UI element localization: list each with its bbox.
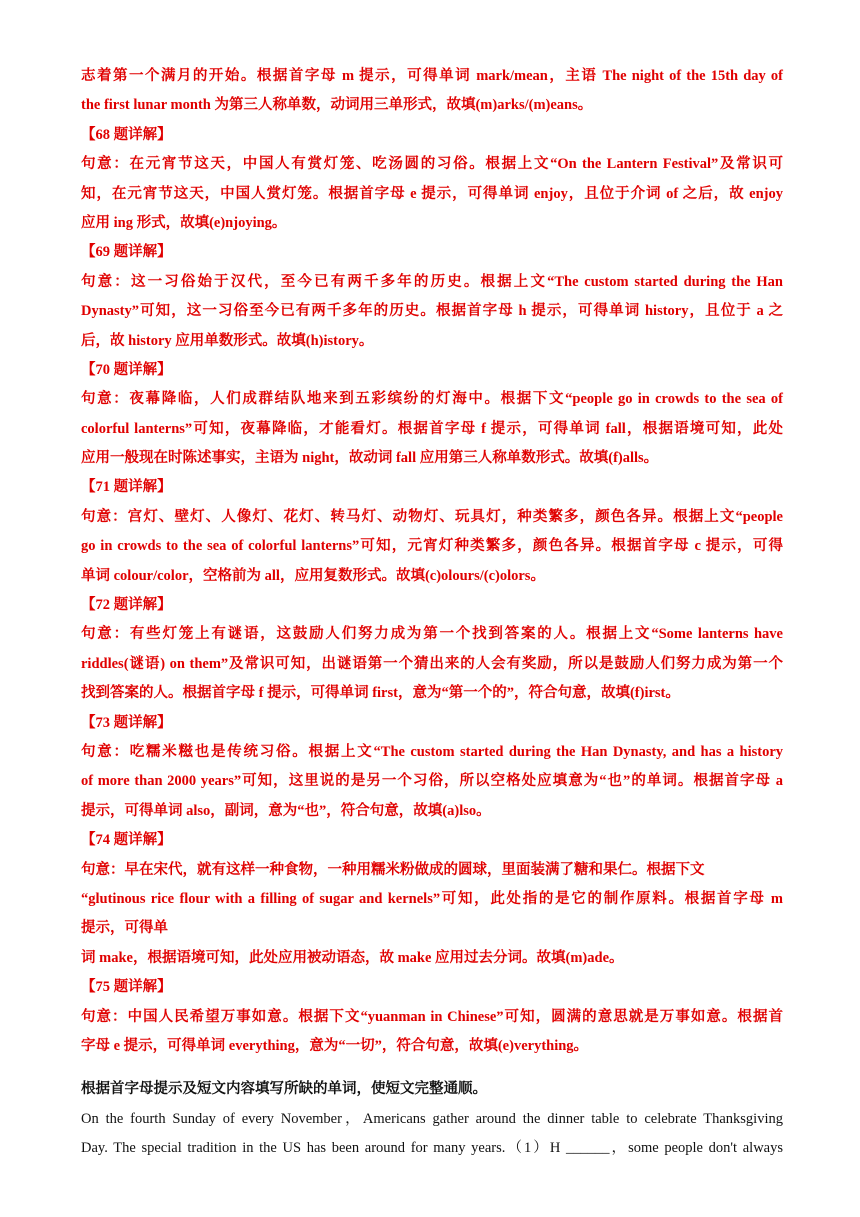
text-line: 词 make，根据语境可知，此处应用被动语态，故 make 应用过去分词。故填(m)ade。 — [81, 949, 624, 966]
section-heading-69: 【69 题详解】 — [81, 244, 172, 261]
section-heading-75: 【75 题详解】 — [81, 979, 172, 996]
cloze-text-line: Day. The special tradition in the US has been around for many years.（1）H ______，some people don't always — [81, 1140, 783, 1157]
text-line: 知，在元宵节这天，中国人赏灯笼。根据首字母 e 提示，可得单词 enjoy，且位于介词 of 之后，故 enjoy — [81, 185, 783, 202]
text-line: 找到答案的人。根据首字母 f 提示，可得单词 first，意为“第一个的”，符合句意，故填(f)irst。 — [81, 685, 680, 702]
text-line: 提示，可得单 — [81, 920, 168, 937]
text-line: Dynasty”可知，这一习俗至今已有两千多年的历史。根据首字母 h 提示，可得单词 history，且位于 a 之 — [81, 303, 783, 320]
text-line: colorful lanterns”可知，夜幕降临，才能看灯。根据首字母 f 提示，可得单词 fall，根据语境可知，此处 — [81, 420, 783, 437]
text-line: “glutinous rice flour with a filling of sugar and kernels”可知，此处指的是它的制作原料。根据首字母 m — [81, 890, 783, 907]
text-line: 应用 ing 形式，故填(e)njoying。 — [81, 214, 287, 231]
text-line: 句意：在元宵节这天，中国人有赏灯笼、吃汤圆的习俗。根据上文“On the Lantern Festival”及常识可 — [81, 156, 783, 173]
text-line: 句意：夜幕降临，人们成群结队地来到五彩缤纷的灯海中。根据下文“people go in crowds to the sea of — [81, 391, 783, 408]
cloze-section — [81, 1075, 783, 1163]
text-line: 句意：有些灯笼上有谜语，这鼓励人们努力成为第一个找到答案的人。根据上文“Some lanterns have — [81, 626, 783, 643]
section-heading-70: 【70 题详解】 — [81, 361, 172, 378]
section-gap — [81, 1061, 783, 1075]
text-line: 句意：这一习俗始于汉代，至今已有两千多年的历史。根据上文“The custom started during the Han — [81, 273, 783, 290]
text-line: riddles(谜语) on them”及常识可知，出谜语第一个猜出来的人会有奖励，所以是鼓励人们努力成为第一个 — [81, 655, 783, 672]
text-line: 后，故 history 应用单数形式。故填(h)istory。 — [81, 332, 374, 349]
text-line: of more than 2000 years”可知，这里说的是另一个习俗，所以空格处应填意为“也”的单词。根据首字母 a — [81, 773, 783, 790]
text-line: 字母 e 提示，可得单词 everything，意为“一切”，符合句意，故填(e)verything。 — [81, 1037, 589, 1054]
cloze-instruction: 根据首字母提示及短文内容填写所缺的单词，使短文完整通顺。 — [81, 1081, 487, 1098]
document-page — [81, 62, 783, 1163]
section-heading-71: 【71 题详解】 — [81, 479, 172, 496]
text-line: 应用一般现在时陈述事实，主语为 night，故动词 fall 应用第三人称单数形式。故填(f)alls。 — [81, 450, 659, 467]
section-heading-72: 【72 题详解】 — [81, 597, 172, 614]
text-line: 句意：宫灯、壁灯、人像灯、花灯、转马灯、动物灯、玩具灯，种类繁多，颜色各异。根据上文“people — [81, 508, 783, 525]
section-heading-73: 【73 题详解】 — [81, 714, 172, 731]
answer-explanations — [81, 62, 783, 1061]
section-heading-74: 【74 题详解】 — [81, 832, 172, 849]
cloze-text-line: On the fourth Sunday of every November，Americans gather around the dinner table to celebrate Thanksgiving — [81, 1110, 783, 1127]
text-line: 句意：吃糯米糍也是传统习俗。根据上文“The custom started during the Han Dynasty, and has a history — [81, 743, 783, 760]
text-line: the first lunar month 为第三人称单数，动词用三单形式，故填(m)arks/(m)eans。 — [81, 97, 593, 114]
text-line: go in crowds to the sea of colorful lanterns”可知，元宵灯种类繁多，颜色各异。根据首字母 c 提示，可得 — [81, 538, 783, 555]
text-line: 志着第一个满月的开始。根据首字母 m 提示，可得单词 mark/mean，主语 The night of the 15th day of — [81, 68, 783, 84]
section-heading-68: 【68 题详解】 — [81, 126, 172, 143]
text-line: 句意：中国人民希望万事如意。根据下文“yuanman in Chinese”可知，圆满的意思就是万事如意。根据首 — [81, 1008, 783, 1025]
text-line: 单词 colour/color，空格前为 all，应用复数形式。故填(c)olours/(c)olors。 — [81, 567, 545, 584]
text-line: 提示，可得单词 also，副词，意为“也”，符合句意，故填(a)lso。 — [81, 802, 491, 819]
text-line: 句意：早在宋代，就有这样一种食物，一种用糯米粉做成的圆球，里面装满了糖和果仁。根据下文 — [81, 861, 705, 878]
